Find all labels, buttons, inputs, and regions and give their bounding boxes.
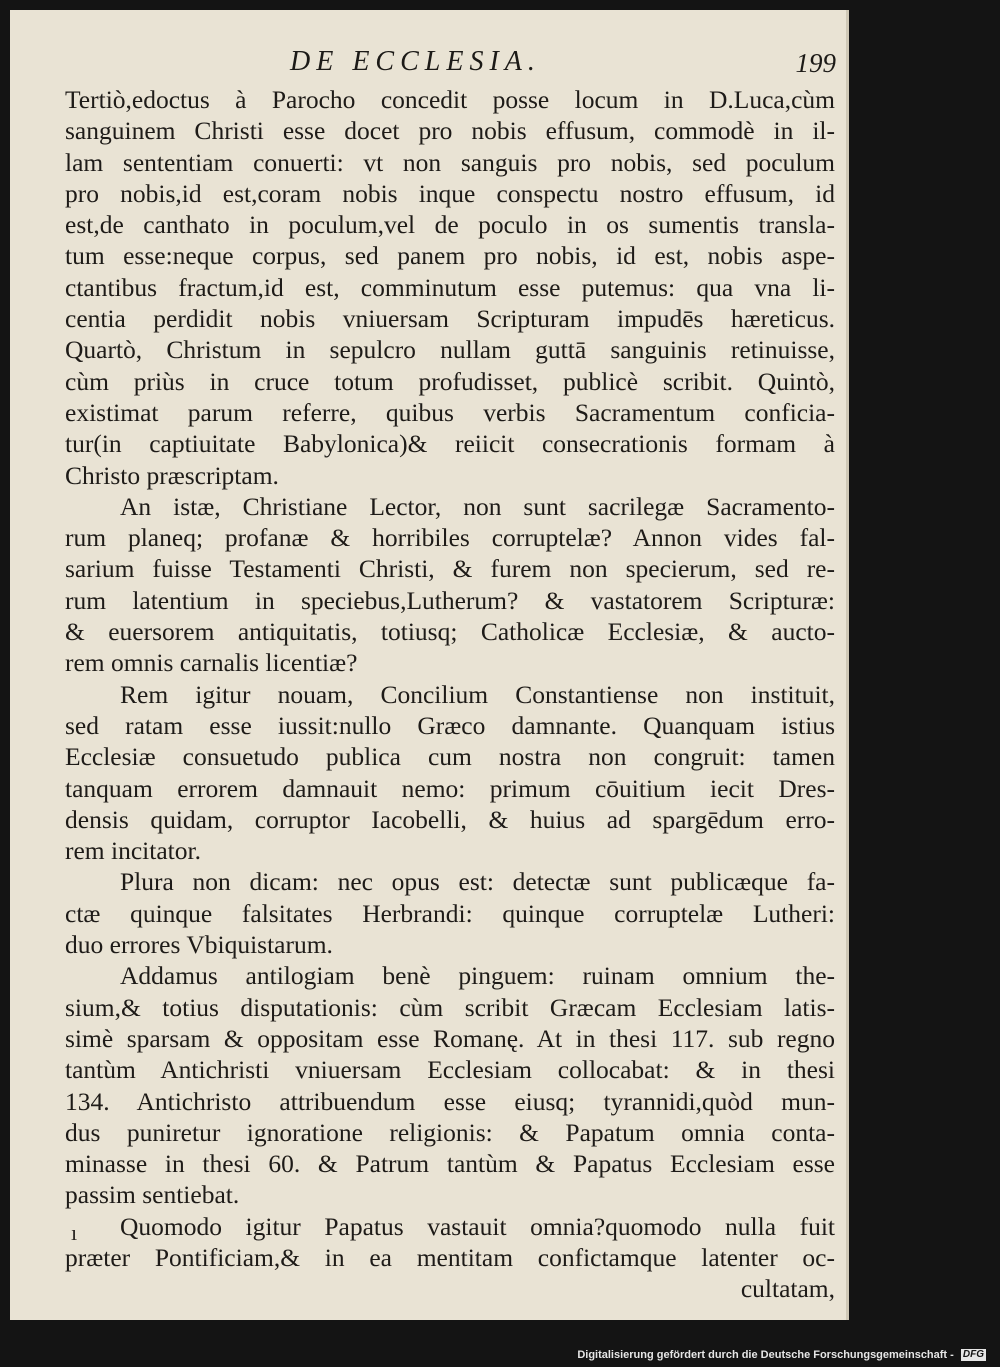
text-line: Quartò, Christum in sepulcro nullam guttā sanguinis retinuisse, — [65, 335, 835, 365]
text-line: Quomodo igitur Papatus vastauit omnia?quomodo nulla fuit — [120, 1211, 835, 1241]
text-line: dus puniretur ignoratione religionis: & Papatum omnia conta- — [65, 1117, 835, 1147]
text-line: rem omnis carnalis licentiæ? — [65, 648, 358, 678]
text-line: tanquam errorem damnauit nemo: primum cōuitium iecit Dres- — [65, 773, 835, 803]
text-line: rum planeq; profanæ & horribiles corruptelæ? Annon vides fal- — [65, 523, 835, 553]
text-line: duo errores Vbiquistarum. — [65, 930, 333, 960]
text-line: densis quidam, corruptor Iacobelli, & huius ad spargēdum erro- — [65, 804, 835, 834]
text-line: Tertiò,edoctus à Parocho concedit posse locum in D.Luca,cùm — [65, 85, 835, 114]
text-line: existimat parum referre, quibus verbis Sacramentum conficia- — [65, 397, 835, 427]
text-line: est,de canthato in poculum,vel de poculo in os sumentis transla- — [65, 210, 835, 240]
body-text — [65, 84, 835, 1305]
text-line: sed ratam esse iussit:nullo Græco damnante. Quanquam istius — [65, 710, 835, 740]
text-line: præter Pontificiam,& in ea mentitam confictamque latenter oc- — [65, 1242, 835, 1272]
text-line: rum latentium in speciebus,Lutherum? & vastatorem Scripturæ: — [65, 585, 835, 615]
text-line: sanguinem Christi esse docet pro nobis effusum, commodè in il- — [65, 116, 835, 146]
text-line: Christo præscriptam. — [65, 460, 279, 490]
text-line: An istæ, Christiane Lector, non sunt sacrilegæ Sacramento- — [120, 491, 835, 521]
text-line: cultatam, — [740, 1274, 835, 1304]
text-line: tur(in captiuitate Babylonica)& reiicit consecrationis formam à — [65, 429, 835, 459]
text-line: passim sentiebat. — [65, 1180, 240, 1210]
text-line: ctantibus fractum,id est, comminutum esse putemus: qua vna li- — [65, 272, 835, 302]
text-line: sium,& totius disputationis: cùm scribit Græcam Ecclesiam latis- — [65, 992, 835, 1022]
text-line: cùm priùs in cruce totum profudisset, publicè scribit. Quintò, — [65, 366, 835, 396]
text-line: lam sententiam conuerti: vt non sanguis pro nobis, sed poculum — [65, 147, 835, 177]
book-page — [10, 10, 849, 1320]
text-line: simè sparsam & oppositam esse Romanę. At in thesi 117. sub regno — [65, 1023, 835, 1053]
text-line: centia perdidit nobis vniuersam Scripturam impudēs hæreticus. — [65, 304, 835, 334]
dfg-logo-icon: DFG — [962, 1349, 984, 1361]
text-line: tantùm Antichristi vniuersam Ecclesiam collocabat: & in thesi — [65, 1055, 835, 1085]
text-line: & euersorem antiquitatis, totiusq; Catholicæ Ecclesiæ, & aucto- — [65, 617, 835, 647]
text-line: 134. Antichristo attribuendum esse eiusq; tyrannidi,quòd mun- — [65, 1086, 835, 1116]
text-line: ctæ quinque falsitates Herbrandi: quinque corruptelæ Lutheri: — [65, 898, 835, 928]
page-number: 199 — [795, 48, 836, 78]
text-line: minasse in thesi 60. & Patrum tantùm & Papatus Ecclesiam esse — [65, 1149, 835, 1179]
text-line: rem incitator. — [65, 836, 201, 866]
text-line: Rem igitur nouam, Concilium Constantiense non instituit, — [120, 679, 835, 709]
page-header — [10, 46, 846, 80]
text-line: Plura non dicam: nec opus est: detectæ sunt publicæque fa- — [120, 867, 835, 897]
text-line: sarium fuisse Testamenti Christi, & furem non specierum, sed re- — [65, 554, 835, 584]
text-line: tum esse:neque corpus, sed panem pro nobis, id est, nobis aspe- — [65, 241, 835, 271]
running-head: DE ECCLESIA. — [290, 46, 541, 77]
text-line: pro nobis,id est,coram nobis inque conspectu nostro effusum, id — [65, 178, 835, 208]
text-line: Addamus antilogiam benè pinguem: ruinam omnium the- — [120, 961, 835, 991]
digitization-footer — [0, 1348, 986, 1362]
footer-credit: Digitalisierung gefördert durch die Deutsche Forschungsgemeinschaft - — [577, 1349, 954, 1361]
text-line: Ecclesiæ consuetudo publica cum nostra non congruit: tamen — [65, 742, 835, 772]
paragraph-marker: ı — [71, 1220, 78, 1245]
